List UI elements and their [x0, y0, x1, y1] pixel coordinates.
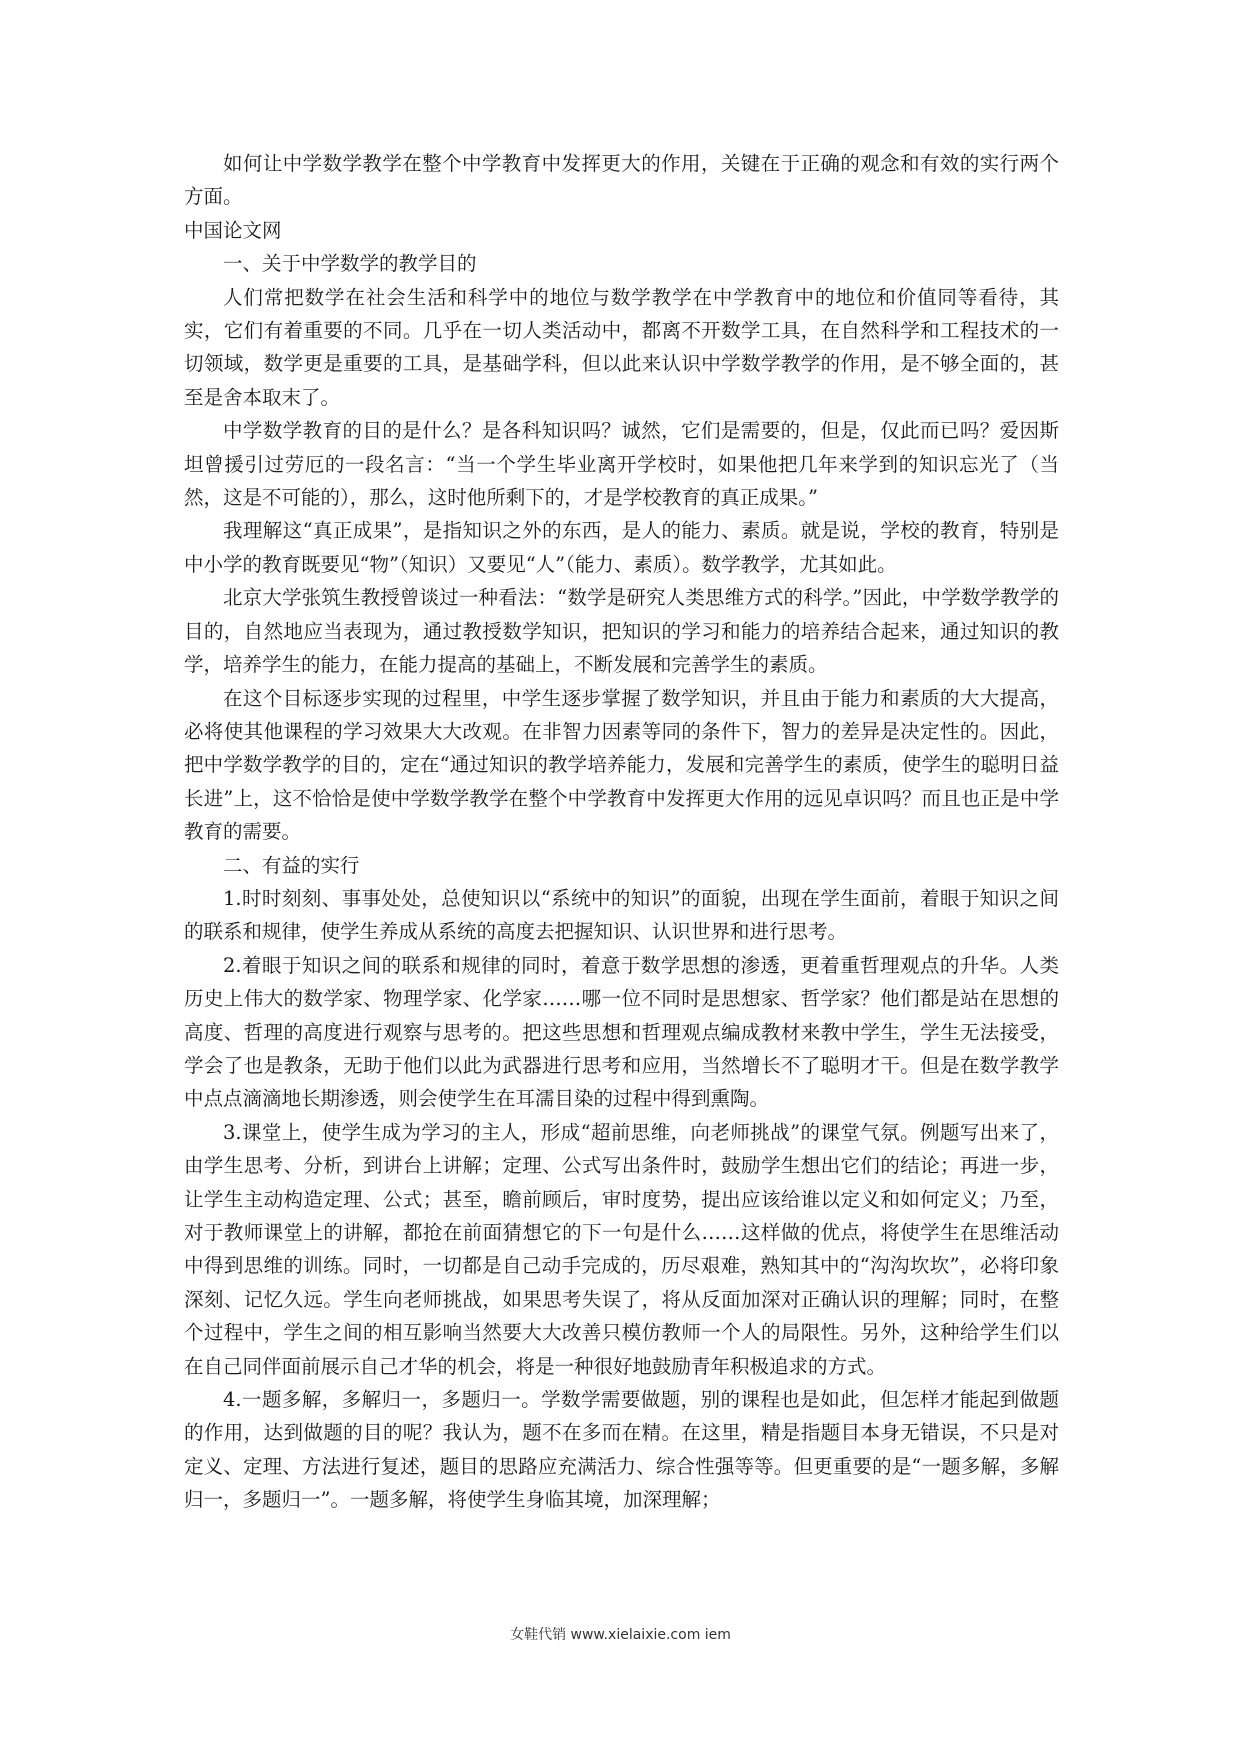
- paragraph: 二、有益的实行: [223, 853, 360, 877]
- paragraph: 如何让中学数学教学在整个中学教育中发挥更大的作用，关键在于正确的观念和有效的实行两个方面。: [184, 152, 1059, 209]
- paragraph: 在这个目标逐步实现的过程里，中学生逐步掌握了数学知识，并且由于能力和素质的大大提高，必将使其他课程的学习效果大大改观。在非智力因素等同的条件下，智力的差异是决定性的。因此，把中学数学教学的目的，定在“通过知识的教学培养能力，发展和完善学生的素质，使学生的聪明日益长进”上，这不恰恰是使中学数学教学在整个中学教育中发挥更大作用的远见卓识吗？而且也正是中学教育的需要。: [184, 686, 1059, 844]
- paragraph: 一、关于中学数学的教学目的: [223, 252, 477, 276]
- page-footer: 女鞋代销 www.xielaixie.com iem: [510, 1627, 731, 1643]
- paragraph: 中国论文网: [184, 218, 282, 242]
- paragraph: 4.一题多解，多解归一，多题归一。学数学需要做题，别的课程也是如此，但怎样才能起到做题的作用，达到做题的目的呢？我认为，题不在多而在精。在这里，精是指题目本身无错误，不只是对定义、定理、方法进行复述，题目的思路应充满活力、综合性强等等。但更重要的是“一题多解，多解归一，多题归一”。一题多解，将使学生身临其境，加深理解；: [184, 1388, 1059, 1512]
- article-body: [184, 147, 1059, 1517]
- paragraph: 我理解这“真正成果”，是指知识之外的东西，是人的能力、素质。就是说，学校的教育，特别是中小学的教育既要见“物”（知识）又要见“人”（能力、素质）。数学教学，尤其如此。: [184, 519, 1059, 576]
- paragraph: 北京大学张筑生教授曾谈过一种看法：“数学是研究人类思维方式的科学。”因此，中学数学教学的目的，自然地应当表现为，通过教授数学知识，把知识的学习和能力的培养结合起来，通过知识的教学，培养学生的能力，在能力提高的基础上，不断发展和完善学生的素质。: [184, 586, 1059, 677]
- paragraph: 3.课堂上，使学生成为学习的主人，形成“超前思维，向老师挑战”的课堂气氛。例题写出来了，由学生思考、分析，到讲台上讲解；定理、公式写出条件时，鼓励学生想出它们的结论；再进一步，让学生主动构造定理、公式；甚至，瞻前顾后，审时度势，提出应该给谁以定义和如何定义；乃至，对于教师课堂上的讲解，都抢在前面猜想它的下一句是什么……这样做的优点，将使学生在思维活动中得到思维的训练。同时，一切都是自己动手完成的，历尽艰难，熟知其中的“沟沟坎坎”，必将印象深刻、记忆久远。学生向老师挑战，如果思考失误了，将从反面加深对正确认识的理解；同时，在整个过程中，学生之间的相互影响当然要大大改善只模仿教师一个人的局限性。另外，这种给学生们以在自己同伴面前展示自己才华的机会，将是一种很好地鼓励青年积极追求的方式。: [184, 1120, 1059, 1378]
- paragraph: 2.着眼于知识之间的联系和规律的同时，着意于数学思想的渗透，更着重哲理观点的升华。人类历史上伟大的数学家、物理学家、化学家……哪一位不同时是思想家、哲学家？他们都是站在思想的高度、哲理的高度进行观察与思考的。把这些思想和哲理观点编成教材来教中学生，学生无法接受，学会了也是教条，无助于他们以此为武器进行思考和应用，当然增长不了聪明才干。但是在数学教学中点点滴滴地长期渗透，则会使学生在耳濡目染的过程中得到熏陶。: [184, 953, 1059, 1111]
- paragraph: 1.时时刻刻、事事处处，总使知识以“系统中的知识”的面貌，出现在学生面前，着眼于知识之间的联系和规律，使学生养成从系统的高度去把握知识、认识世界和进行思考。: [184, 886, 1059, 944]
- paragraph: 人们常把数学在社会生活和科学中的地位与数学教学在中学教育中的地位和价值同等看待，其实，它们有着重要的不同。几乎在一切人类活动中，都离不开数学工具，在自然科学和工程技术的一切领域，数学更是重要的工具，是基础学科，但以此来认识中学数学教学的作用，是不够全面的，甚至是舍本取末了。: [184, 285, 1059, 409]
- paragraph: 中学数学教育的目的是什么？是各科知识吗？诚然，它们是需要的，但是，仅此而已吗？爱因斯坦曾援引过劳厄的一段名言：“当一个学生毕业离开学校时，如果他把几年来学到的知识忘光了（当然，这是不可能的），那么，这时他所剩下的，才是学校教育的真正成果。”: [184, 419, 1059, 510]
